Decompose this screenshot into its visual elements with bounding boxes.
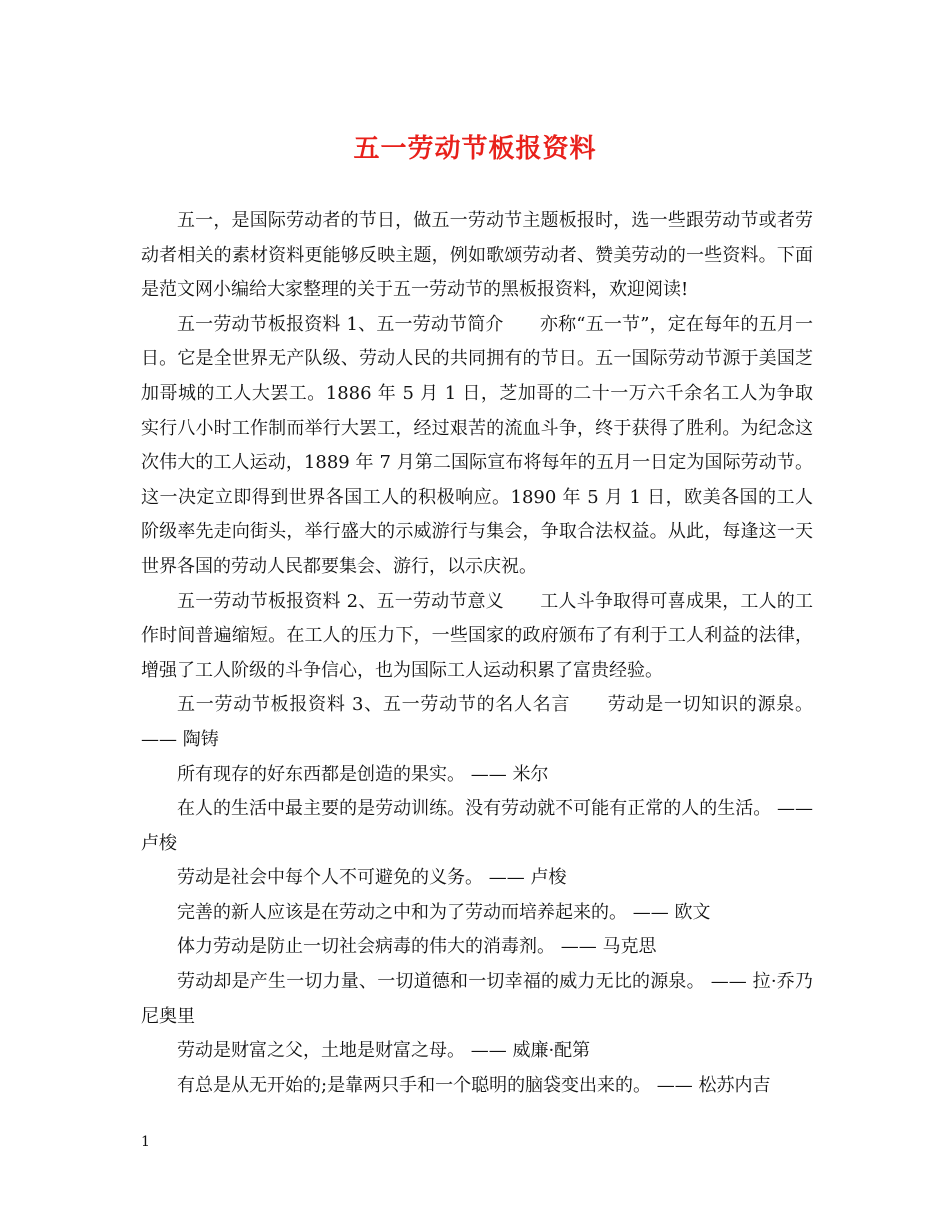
quote-line: 劳动是财富之父，土地是财富之母。 —— 威廉·配第 bbox=[177, 1040, 591, 1062]
quote-line: 体力劳动是防止一切社会病毒的伟大的消毒剂。 —— 马克思 bbox=[177, 936, 657, 958]
quote-line: 有总是从无开始的;是靠两只手和一个聪明的脑袋变出来的。 —— 松苏内吉 bbox=[177, 1074, 771, 1096]
paragraph-introduction-section: 五一劳动节板报资料 1、五一劳动节简介 亦称“五一节”，定在每年的五月一日。它是全世界无产队级、劳动人民的共同拥有的节日。五一国际劳动节源于美国芝加哥城的工人大罢工。1886 年 5 月 1 日，芝加哥的二十一万六千余名工人为争取实行八小时工作制而举行大罢工，经过艰苦的流血斗争，终于获得了胜利。为纪念这次伟大的工人运动，1889 年 7 月第二国际宣布将每年的五月一日定为国际劳动节。这一决定立即得到世界各国工人的积极响应。1890 年 5 月 1 日，欧美各国的工人阶级率先走向街头，举行盛大的示威游行与集会，争取合法权益。从此，每逢这一天世界各国的劳动人民都要集会、游行，以示庆祝。 bbox=[141, 313, 813, 577]
document-title: 五一劳动节板报资料 bbox=[353, 134, 597, 164]
document-body bbox=[141, 204, 813, 1103]
page-number: 1 bbox=[141, 1134, 150, 1150]
paragraph-meaning-section: 五一劳动节板报资料 2、五一劳动节意义 工人斗争取得可喜成果，工人的工作时间普遍缩短。在工人的压力下，一些国家的政府颁布了有利于工人利益的法律，增强了工人阶级的斗争信心，也为国际工人运动积累了富贵经验。 bbox=[141, 590, 813, 681]
paragraph-quotes-section: 五一劳动节板报资料 3、五一劳动节的名人名言 劳动是一切知识的源泉。 —— 陶铸 bbox=[141, 694, 813, 750]
quote-line: 在人的生活中最主要的是劳动训练。没有劳动就不可能有正常的人的生活。 —— 卢梭 bbox=[141, 798, 813, 854]
quote-line: 完善的新人应该是在劳动之中和为了劳动而培养起来的。 —— 欧文 bbox=[177, 901, 711, 923]
quote-line: 劳动却是产生一切力量、一切道德和一切幸福的威力无比的源泉。 —— 拉·乔乃尼奥里 bbox=[141, 971, 813, 1027]
quote-line: 所有现存的好东西都是创造的果实。 —— 米尔 bbox=[177, 763, 549, 785]
quote-line: 劳动是社会中每个人不可避免的义务。 —— 卢梭 bbox=[177, 867, 567, 889]
paragraph-intro: 五一，是国际劳动者的节日，做五一劳动节主题板报时，选一些跟劳动节或者劳动者相关的素材资料更能够反映主题，例如歌颂劳动者、赞美劳动的一些资料。下面是范文网小编给大家整理的关于五一劳动节的黑板报资料，欢迎阅读! bbox=[141, 210, 813, 301]
